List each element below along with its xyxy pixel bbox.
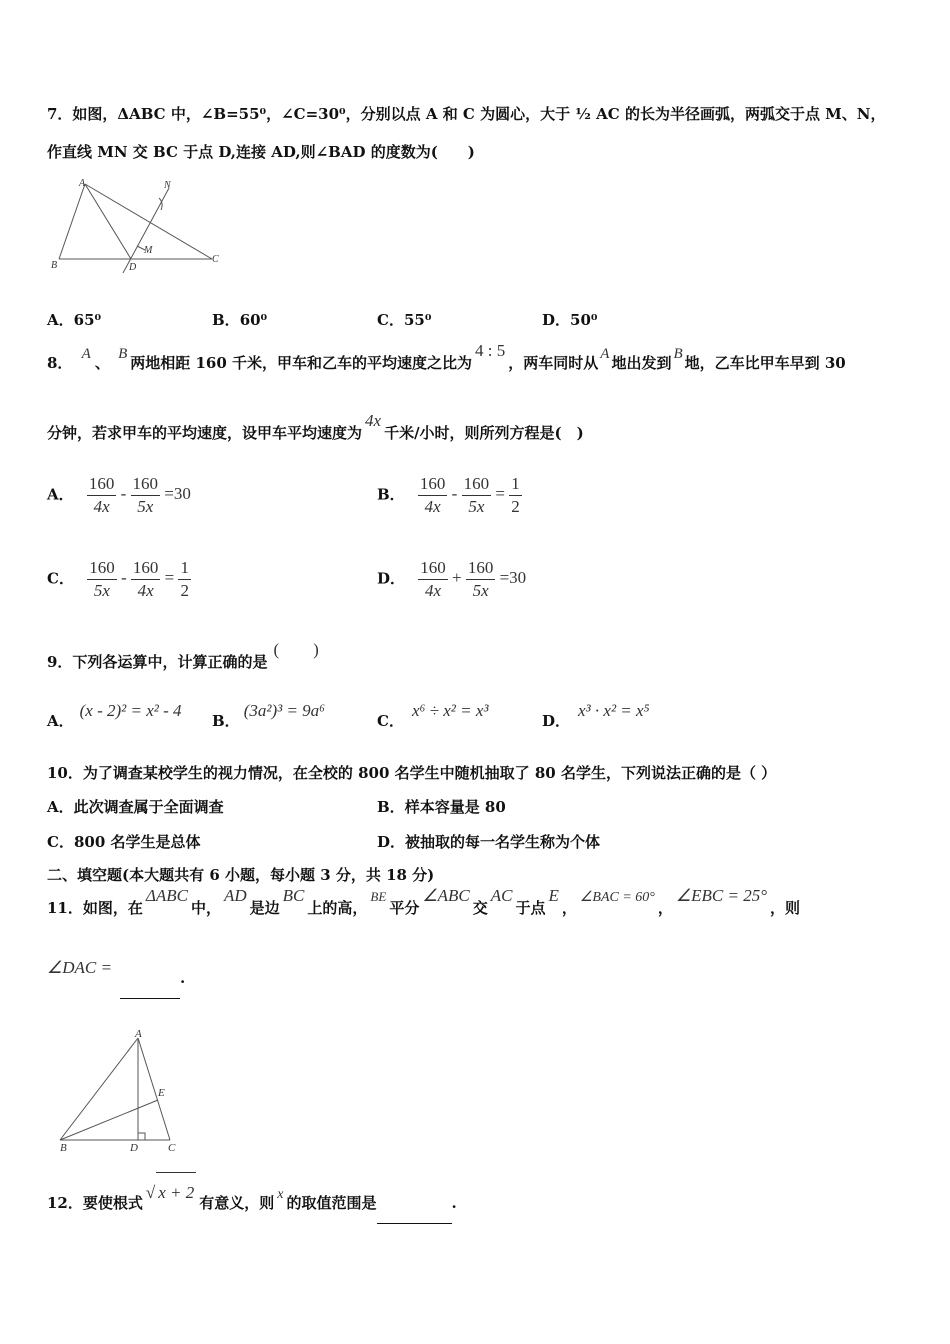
q11-fig-label-a: A [135, 1030, 142, 1040]
q11-line1: 11．如图，在ΔABC中，AD是边BC上的高，BE平分∠ABC交AC于点E，∠BAC = 60°，∠EBC = 25°，则 [47, 886, 801, 917]
q9-option-c[interactable]: C．x⁶ ÷ x² = x³ [377, 701, 489, 730]
q8-line2: 分钟，若求甲车的平均速度，设甲车平均速度为4x千米/小时，则所列方程是( ) [47, 411, 584, 442]
q11-answer-blank[interactable] [120, 958, 180, 999]
q11-fig-label-b: B [60, 1142, 67, 1154]
option-value: 50⁰ [570, 311, 598, 329]
q8-option-a[interactable]: A． $\frac{160}{4x}$ - $\frac{160}{5x}$ =30 [47, 474, 191, 516]
q7-fig-label-c: C [212, 254, 219, 265]
q10-stem: 10．为了调查某校学生的视力情况，在全校的 800 名学生中随机抽取了 80 名学生，下列说法正确的是（ ） [47, 764, 777, 782]
option-label: B． [212, 311, 240, 329]
q11-figure [50, 1030, 190, 1155]
q12-line: 12．要使根式√ x + 2有意义，则 x 的取值范围是 . [47, 1182, 457, 1225]
option-value: 55⁰ [403, 311, 432, 329]
q7-option-c[interactable] [377, 309, 431, 330]
option-value: 60⁰ [239, 311, 268, 329]
q8-option-b[interactable]: B． $\frac{160}{4x}$ - $\frac{160}{5x}$ = $\frac{1}{2}$ [377, 474, 520, 516]
q9-option-a[interactable]: A．(x - 2)² = x² - 4 [47, 701, 182, 730]
q7-figure [47, 178, 232, 273]
option-label: D． [542, 311, 571, 329]
q7-option-b[interactable] [212, 309, 267, 330]
q10-option-b[interactable]: B．样本容量是 80 [377, 798, 506, 816]
q9-option-d[interactable]: D．x³ · x² = x⁵ [542, 701, 650, 730]
option-label: A． [47, 311, 74, 329]
q10-option-a[interactable]: A．此次调查属于全面调查 [47, 798, 224, 816]
q9-option-b[interactable]: B．(3a²)³ = 9a⁶ [212, 701, 326, 730]
q11-fig-label-d: D [130, 1142, 138, 1154]
q7-fig-label-m: M [144, 245, 153, 256]
q10-option-d[interactable]: D．被抽取的每一名学生称为个体 [377, 833, 601, 851]
q7-fig-label-d: D [129, 262, 137, 273]
q11-line2: ∠DAC = . [47, 958, 185, 999]
q11-fig-label-c: C [168, 1142, 176, 1154]
q7-line2: 作直线 MN 交 BC 于点 D,连接 AD,则∠BAD 的度数为( ) [47, 143, 475, 161]
q11-fig-label-e: E [158, 1087, 165, 1099]
q8-option-d[interactable]: D． $\frac{160}{4x}$ + $\frac{160}{5x}$ =30 [377, 558, 527, 600]
q7-option-a[interactable] [47, 309, 101, 330]
option-value: 65⁰ [73, 311, 102, 329]
section-title: 二、填空题(本大题共有 6 小题，每小题 3 分，共 18 分) [47, 866, 435, 884]
q12-answer-blank[interactable] [377, 1183, 452, 1224]
q10-option-c[interactable]: C．800 名学生是总体 [47, 833, 201, 851]
q7-fig-label-a: A [79, 178, 86, 189]
q7-fig-label-n: N [164, 180, 171, 191]
q7-line1: 7．如图，ΔABC 中，∠B=55⁰，∠C=30⁰，分别以点 A 和 C 为圆心，大于 ½ AC 的长为半径画弧，两弧交于点 M、N， [47, 105, 886, 123]
q8-line1: 8． A 、 B 两地相距 160 千米，甲车和乙车的平均速度之比为4 : 5，两车同时从 A 地出发到 B 地，乙车比甲车早到 30 [47, 341, 846, 372]
q7-fig-label-b: B [51, 260, 58, 271]
q9-stem: 9．下列各运算中，计算正确的是( ) [47, 640, 319, 671]
q8-option-c[interactable]: C． $\frac{160}{5x}$ - $\frac{160}{4x}$ = $\frac{1}{2}$ [47, 558, 189, 600]
q7-option-d[interactable] [542, 309, 597, 330]
option-label: C． [377, 311, 404, 329]
